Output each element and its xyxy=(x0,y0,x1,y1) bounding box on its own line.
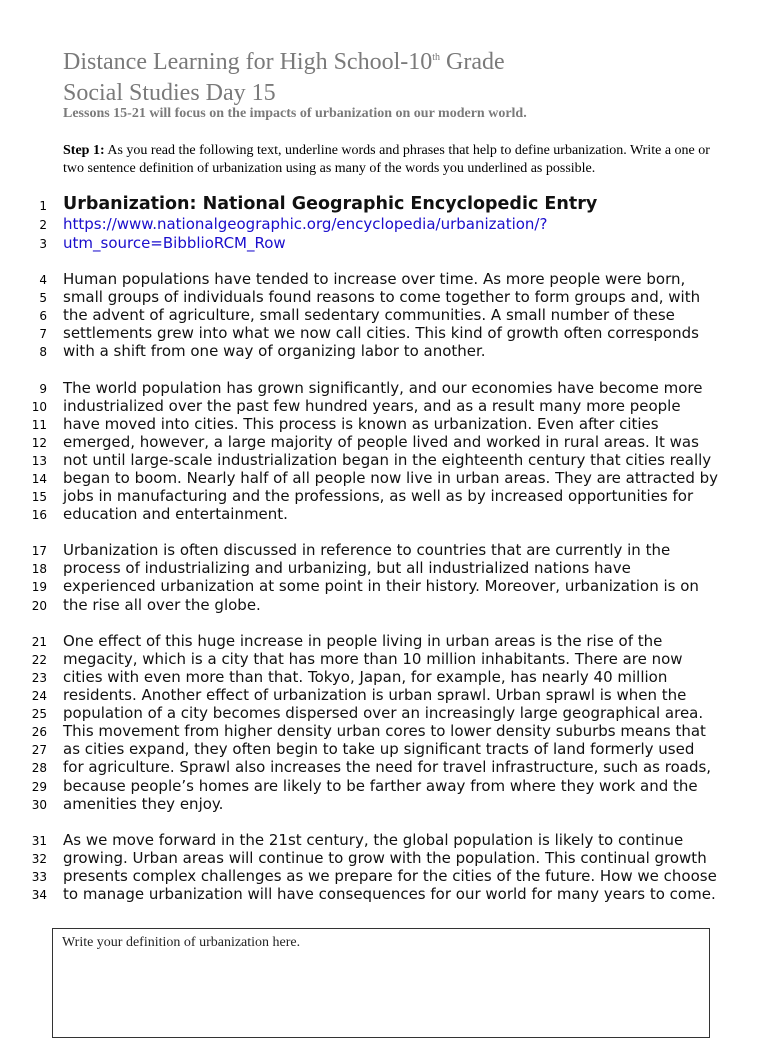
article-text-line: Urbanization is often discussed in reference to countries that are currently in the xyxy=(63,541,671,559)
article-text-line: education and entertainment. xyxy=(63,505,288,523)
article-text-line: As we move forward in the 21st century, the global population is likely to continue xyxy=(63,831,684,849)
line-number: 6 xyxy=(39,309,47,323)
article-text-line: megacity, which is a city that has more than 10 million inhabitants. There are now xyxy=(63,650,683,668)
line-number: 27 xyxy=(31,743,47,757)
title-line-2: Social Studies Day 15 xyxy=(63,80,276,106)
article-text-line: because people’s homes are likely to be farther away from where they work and the xyxy=(63,777,698,795)
line-number: 9 xyxy=(39,382,47,396)
article-heading: Urbanization: National Geographic Encyclopedic Entry xyxy=(63,194,598,214)
article-text-line: population of a city becomes dispersed over an increasingly large geographical area. xyxy=(63,704,704,722)
line-number: 7 xyxy=(39,327,47,341)
article-text-line: the advent of agriculture, small sedentary communities. A small number of these xyxy=(63,306,675,324)
article-text-line: jobs in manufacturing and the professions, as well as by increased opportunities for xyxy=(63,487,694,505)
article-text-line: not until large-scale industrialization began in the eighteenth century that cities really xyxy=(63,451,712,469)
line-number: 20 xyxy=(31,599,47,613)
article-text-line: amenities they enjoy. xyxy=(63,795,224,813)
article-text-line: process of industrializing and urbanizing, but all industrialized nations have xyxy=(63,559,631,577)
line-number: 18 xyxy=(31,562,47,576)
article-text-line: growing. Urban areas will continue to grow with the population. This continual growth xyxy=(63,849,707,867)
source-link[interactable]: https://www.nationalgeographic.org/encyclopedia/urbanization/? xyxy=(63,215,548,233)
article-text-line: for agriculture. Sprawl also increases the need for travel infrastructure, such as roads, xyxy=(63,758,712,776)
line-number: 12 xyxy=(31,436,47,450)
line-number: 29 xyxy=(31,780,47,794)
article-text-line: with a shift from one way of organizing labor to another. xyxy=(63,342,486,360)
lessons-note: Lessons 15-21 will focus on the impacts of urbanization on our modern world. xyxy=(63,106,527,121)
article-text-line: presents complex challenges as we prepare for the cities of the future. How we choose xyxy=(63,867,717,885)
article-text-line: The world population has grown significantly, and our economies have become more xyxy=(63,379,703,397)
article-text-line: This movement from higher density urban cores to lower density suburbs means that xyxy=(63,722,706,740)
title-superscript: th xyxy=(432,52,441,63)
title-line-1 xyxy=(63,47,505,77)
article-text-line: One effect of this huge increase in people living in urban areas is the rise of the xyxy=(63,632,663,650)
source-link[interactable]: utm_source=BibblioRCM_Row xyxy=(63,234,286,252)
article-text-line: industrialized over the past few hundred years, and as a result many more people xyxy=(63,397,681,415)
line-number: 15 xyxy=(31,490,47,504)
line-number: 24 xyxy=(31,689,47,703)
article-text-line: began to boom. Nearly half of all people now live in urban areas. They are attracted by xyxy=(63,469,719,487)
line-number: 3 xyxy=(39,237,47,251)
article-text-line: have moved into cities. This process is known as urbanization. Even after cities xyxy=(63,415,659,433)
line-number: 16 xyxy=(31,508,47,522)
line-number: 25 xyxy=(31,707,47,721)
article-text-line: emerged, however, a large majority of people lived and worked in rural areas. It was xyxy=(63,433,699,451)
line-number: 19 xyxy=(31,580,47,594)
line-number: 23 xyxy=(31,671,47,685)
line-number: 21 xyxy=(31,635,47,649)
line-number: 4 xyxy=(39,273,47,287)
step-text: As you read the following text, underline words and phrases that help to define urbanization. Write a one or two sentence definition of urbanization using as many of the words you underlined as possible. xyxy=(63,143,710,176)
article-text-line: residents. Another effect of urbanization is urban sprawl. Urban sprawl is when the xyxy=(63,686,687,704)
article-text-line: to manage urbanization will have consequences for our world for many years to come. xyxy=(63,885,716,903)
line-number: 5 xyxy=(39,291,47,305)
line-number: 11 xyxy=(31,418,47,432)
article-text-line: as cities expand, they often begin to take up significant tracts of land formerly used xyxy=(63,740,695,758)
article-text-line: settlements grew into what we now call cities. This kind of growth often corresponds xyxy=(63,324,699,342)
line-number: 10 xyxy=(31,400,47,414)
line-number: 13 xyxy=(31,454,47,468)
article-text-line: Human populations have tended to increase over time. As more people were born, xyxy=(63,270,686,288)
title-line-1-suffix: Grade xyxy=(440,49,505,75)
line-number: 30 xyxy=(31,798,47,812)
line-number: 17 xyxy=(31,544,47,558)
line-number: 33 xyxy=(31,870,47,884)
line-number: 34 xyxy=(31,888,47,902)
line-number: 14 xyxy=(31,472,47,486)
answer-box-label: Write your definition of urbanization here. xyxy=(62,935,301,950)
article-text-line: experienced urbanization at some point in their history. Moreover, urbanization is on xyxy=(63,577,699,595)
line-number: 32 xyxy=(31,852,47,866)
line-number: 1 xyxy=(39,199,47,213)
article-text-line: the rise all over the globe. xyxy=(63,596,261,614)
line-number: 26 xyxy=(31,725,47,739)
title-line-1-text: Distance Learning for High School-10 xyxy=(63,49,433,75)
line-number: 2 xyxy=(39,218,47,232)
line-number: 28 xyxy=(31,761,47,775)
article-text-line: cities with even more than that. Tokyo, Japan, for example, has nearly 40 million xyxy=(63,668,668,686)
article-text-line: small groups of individuals found reasons to come together to form groups and, with xyxy=(63,288,701,306)
line-number: 8 xyxy=(39,345,47,359)
line-number: 31 xyxy=(31,834,47,848)
step-label: Step 1: xyxy=(63,143,105,158)
definition-answer-box[interactable] xyxy=(52,928,710,1038)
step-instructions xyxy=(63,142,723,178)
line-number: 22 xyxy=(31,653,47,667)
